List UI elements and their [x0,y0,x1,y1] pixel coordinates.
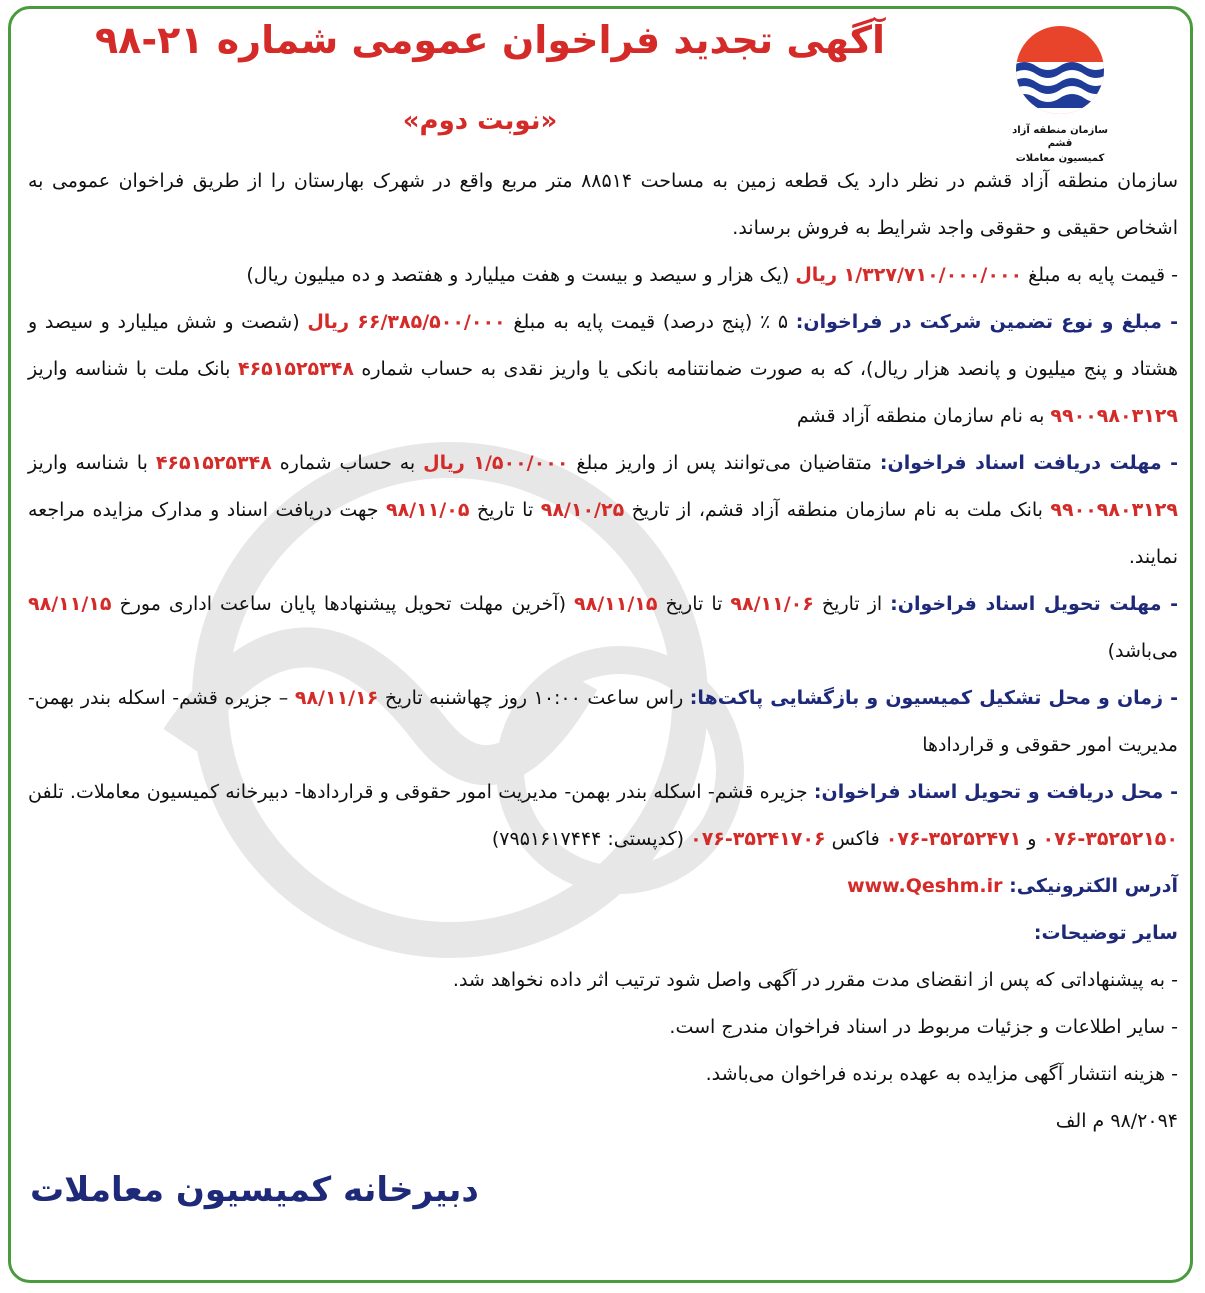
docs-delivery-text-4: می‌باشد) [1107,640,1178,662]
opening-text-2: – جزیره قشم- اسکله بندر بهمن- مدیریت امور حقوقی و قراردادها [28,687,1178,756]
location-label: - محل دریافت و تحویل اسناد فراخوان: [813,781,1178,803]
organization-logo [1005,22,1115,165]
base-price-text-1: - قیمت پایه به مبلغ [1022,264,1178,286]
location-text-1: جزیره قشم- اسکله بندر بهمن- مدیریت امور حقوقی و قراردادها- دبیرخانه کمیسیون معاملات. تلفن [28,781,814,803]
docs-receipt-deposit-id: ۹۹۰۰۹۸۰۳۱۲۹ [1050,499,1178,521]
logo-caption-org: سازمان منطقه آزاد قشم [1012,125,1108,149]
guarantee-account: ۴۶۵۱۵۲۵۳۴۸ [237,358,354,380]
guarantee-text-1: ۵ ٪ (پنج درصد) قیمت پایه به مبلغ [505,311,796,333]
phone-2: ۳۵۲۵۲۴۷۱-۰۷۶ [885,828,1022,850]
location-text-2: و [1021,828,1043,850]
fax-number: ۳۵۲۴۱۷۰۶-۰۷۶ [690,828,826,850]
guarantee-label: - مبلغ و نوع تضمین شرکت در فراخوان: [795,311,1179,333]
docs-receipt-end-date: ۹۸/۱۱/۰۵ [385,499,470,521]
website-paragraph [28,863,1178,910]
docs-delivery-text-1: از تاریخ [813,593,891,615]
docs-delivery-text-2: تا تاریخ [657,593,731,615]
guarantee-amount: ۶۶/۳۸۵/۵۰۰/۰۰۰ ریال [307,311,506,333]
guarantee-text-3: بانک ملت با شناسه واریز [28,358,238,380]
guarantee-text-4: به نام سازمان منطقه آزاد قشم [796,405,1051,427]
docs-receipt-text-5: تا تاریخ [469,499,541,521]
notice-body [28,158,1178,1145]
opening-date: ۹۸/۱۱/۱۶ [294,687,379,709]
docs-receipt-paragraph [28,440,1178,581]
note-item: - سایر اطلاعات و جزئیات مربوط در اسناد فراخوان مندرج است. [669,1016,1178,1038]
base-price-value: ۱/۳۲۷/۷۱۰/۰۰۰/۰۰۰ ریال [795,264,1023,286]
docs-receipt-text-3: با شناسه واریز [28,452,156,474]
docs-receipt-fee: ۱/۵۰۰/۰۰۰ ریال [423,452,569,474]
location-text-4: (کدپستی: ۷۹۵۱۶۱۷۴۴۴) [491,828,691,850]
location-paragraph [28,769,1178,863]
guarantee-paragraph [28,299,1178,440]
docs-receipt-account: ۴۶۵۱۵۲۵۳۴۸ [155,452,272,474]
docs-delivery-deadline: ۹۸/۱۱/۱۵ [28,593,112,615]
qeshm-emblem-icon [1012,22,1108,118]
docs-receipt-text-2: به حساب شماره [271,452,424,474]
docs-receipt-start-date: ۹۸/۱۰/۲۵ [540,499,625,521]
docs-receipt-label: - مهلت دریافت اسناد فراخوان: [879,452,1179,474]
opening-label: - زمان و محل تشکیل کمیسیون و بازگشایی پاکت‌ها: [689,687,1179,709]
logo-caption-commission: کمیسیون معاملات [1015,153,1105,164]
opening-text-1: راس ساعت ۱۰:۰۰ روز چهاشنبه تاریخ [378,687,690,709]
intro-paragraph: سازمان منطقه آزاد قشم در نظر دارد یک قطعه زمین به مساحت ۸۸۵۱۴ متر مربع واقع در شهرک بهارستان را از طریق فراخوان عمومی به اشخاص حقیقی و حقوقی واجد شرایط به فروش برساند. [28,170,1178,239]
location-text-3: فاکس [825,828,886,850]
note-item: - هزینه انتشار آگهی مزایده به عهده برنده فراخوان می‌باشد. [705,1063,1178,1085]
reference-number: ۹۸/۲۰۹۴ م الف [1055,1110,1178,1132]
docs-delivery-text-3: (آخرین مهلت تحویل پیشنهادها پایان ساعت اداری مورخ [111,593,575,615]
docs-delivery-end-date: ۹۸/۱۱/۱۵ [574,593,658,615]
note-item: - به پیشنهاداتی که پس از انقضای مدت مقرر در آگهی واصل شود ترتیب اثر داده نخواهد شد. [452,969,1178,991]
docs-delivery-paragraph [28,581,1178,675]
docs-delivery-label: - مهلت تحویل اسناد فراخوان: [890,593,1178,615]
base-price-paragraph [28,252,1178,299]
base-price-text-2: (یک هزار و سیصد و بیست و هفت میلیارد و هفتصد و ده میلیون ریال) [246,264,796,286]
docs-receipt-text-4: بانک ملت به نام سازمان منطقه آزاد قشم، از تاریخ [624,499,1051,521]
guarantee-deposit-id: ۹۹۰۰۹۸۰۳۱۲۹ [1050,405,1178,427]
footer-signature: دبیرخانه کمیسیون معاملات [30,1170,479,1210]
website-label: آدرس الکترونیکی: [1002,875,1178,897]
docs-receipt-text-6: جهت دریافت اسناد و مدارک مزایده مراجعه نمایند. [28,499,1178,568]
website-link[interactable]: www.Qeshm.ir [847,875,1003,897]
guarantee-text-2: (شصت و شش میلیارد و سیصد و هشتاد و پنج میلیون و پانصد هزار ریال)، که به صورت ضمانتنامه بانکی یا واریز نقدی به حساب شماره [28,311,1178,380]
other-notes-heading: سایر توضیحات: [1033,922,1178,944]
docs-receipt-text-1: متقاضیان می‌توانند پس از واریز مبلغ [568,452,880,474]
page-title: آگهی تجدید فراخوان عمومی شماره ۲۱-۹۸ [94,18,886,62]
opening-paragraph [28,675,1178,769]
page-subtitle: «نوبت دوم» [402,106,558,136]
phone-1: ۳۵۲۵۲۱۵۰-۰۷۶ [1042,828,1178,850]
docs-delivery-start-date: ۹۸/۱۱/۰۶ [730,593,814,615]
